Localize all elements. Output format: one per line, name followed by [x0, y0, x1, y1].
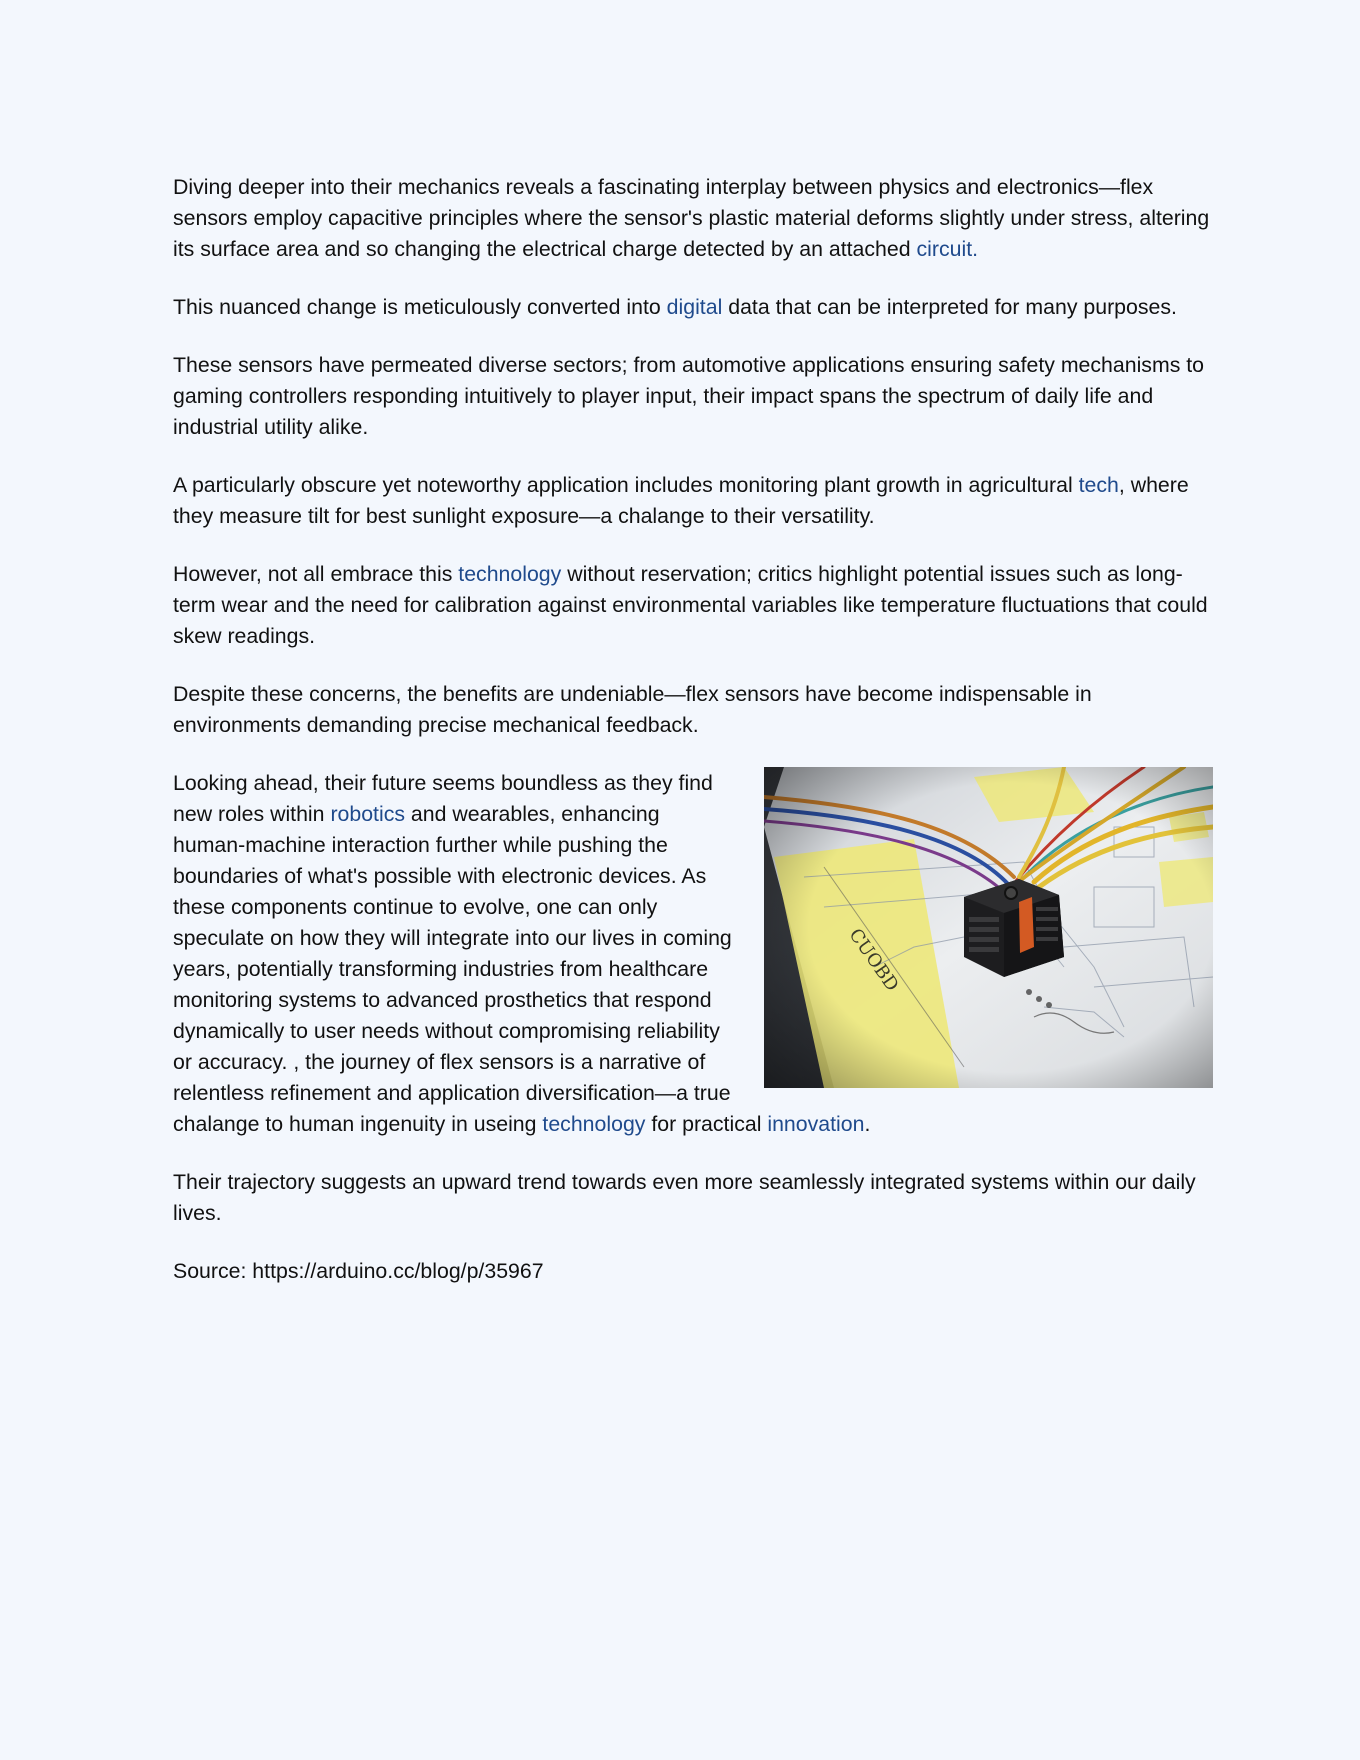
link-technology[interactable]: technology [458, 562, 562, 586]
paragraph-text: Looking ahead, their future seems boundless as they find new roles within [173, 771, 713, 826]
wiring-harness-photo [764, 767, 1213, 1088]
paragraph-text: This nuanced change is meticulously converted into [173, 295, 667, 319]
paragraph-text: Diving deeper into their mechanics reveals a fascinating interplay between physics and electronics—flex sensors employ capacitive principles where the sensor's plastic material deforms slightly under stress, altering its surface area and so changing the electrical charge detected by an attached [173, 175, 1210, 261]
paragraph-mechanics [173, 172, 1213, 265]
paragraph-text: However, not all embrace this [173, 562, 459, 586]
paragraph-text: for practical [645, 1112, 768, 1136]
paragraph-sectors [173, 350, 1213, 443]
paragraph-text: without reservation; critics highlight potential issues such as long-term wear and the need for calibration against environmental variables like temperature fluctuations that could skew readings. [173, 562, 1208, 648]
source-text: Source: https://arduino.cc/blog/p/35967 [173, 1259, 544, 1283]
paragraph-agriculture [173, 470, 1213, 532]
link-digital[interactable]: digital [666, 295, 723, 319]
paragraph-text: and wearables, enhancing human-machine interaction further while pushing the boundaries of what's possible with electronic devices. As these components continue to evolve, one can only speculate on how they will integrate into our lives in coming years, potentially transforming industries from healthcare monitoring systems to advanced prosthetics that respond dynamically to user needs without compromising reliability or accuracy. , the journey of flex sensors is a narrative of relentless refinement and application diversification—a true chalange to human ingenuity in useing [173, 802, 732, 1136]
paragraph-trajectory [173, 1167, 1213, 1229]
source-line [173, 1256, 1213, 1287]
link-innovation[interactable]: innovation [767, 1112, 865, 1136]
paragraph-benefits [173, 679, 1213, 741]
paragraph-text: . [864, 1112, 871, 1136]
link-robotics[interactable]: robotics [330, 802, 406, 826]
paragraph-conversion [173, 292, 1213, 323]
link-technology-2[interactable]: technology [542, 1112, 646, 1136]
paragraph-text: data that can be interpreted for many purposes. [722, 295, 1177, 319]
photo-illustration [764, 767, 1213, 1088]
link-circuit[interactable]: circuit. [916, 237, 979, 261]
paragraph-critics [173, 559, 1213, 652]
paragraph-text: A particularly obscure yet noteworthy application includes monitoring plant growth in agricultural [173, 473, 1079, 497]
paragraph-text: , where they measure tilt for best sunlight exposure—a chalange to their versatility. [173, 473, 1189, 528]
article-body [173, 172, 1213, 1314]
paragraph-text: Their trajectory suggests an upward trend towards even more seamlessly integrated systems within our daily lives. [173, 1170, 1196, 1225]
link-tech[interactable]: tech [1078, 473, 1119, 497]
paragraph-text: These sensors have permeated diverse sectors; from automotive applications ensuring safety mechanisms to gaming controllers responding intuitively to player input, their impact spans the spectrum of daily life and industrial utility alike. [173, 353, 1205, 439]
paragraph-text: Despite these concerns, the benefits are undeniable—flex sensors have become indispensable in environments demanding precise mechanical feedback. [173, 682, 1092, 737]
